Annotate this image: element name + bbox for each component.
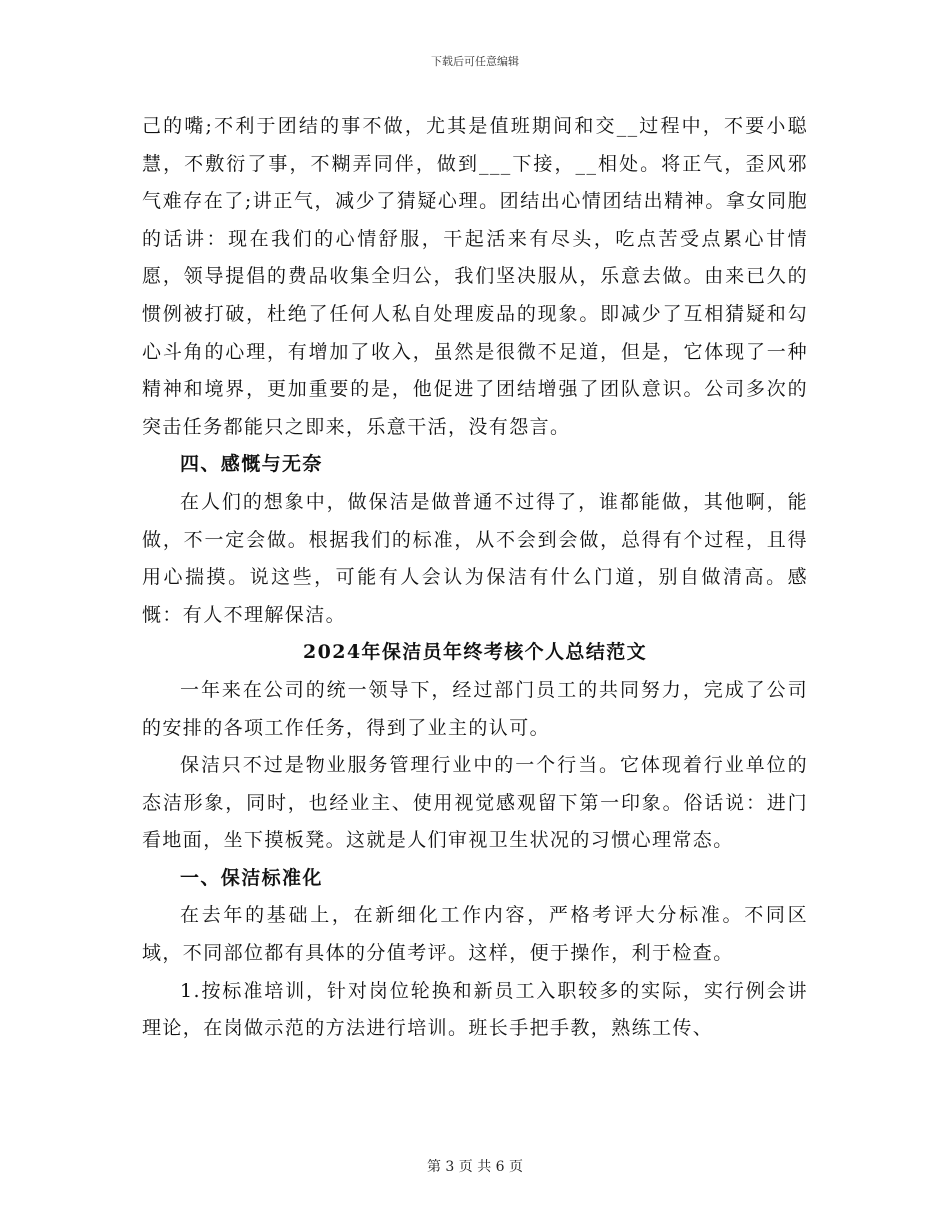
- paragraph-continued: 己的嘴;不利于团结的事不做，尤其是值班期间和交__过程中，不要小聪慧，不敷衍了事，不糊弄同伴，做到___下接，__相处。将正气，歪风邪气难存在了;讲正气，减少了猜疑心理。团结出心情团结出精神。拿女同胞的话讲：现在我们的心情舒服，干起活来有尽头，吃点苦受点累心甘情愿，领导提倡的费品收集全归公，我们坚决服从，乐意去做。由来已久的惯例被打破，杜绝了任何人私自处理废品的现象。即减少了互相猜疑和勾心斗角的心理，有增加了收入，虽然是很微不足道，但是，它体现了一种精神和境界，更加重要的是，他促进了团结增强了团队意识。公司多次的突击任务都能只之即来，乐意干活，没有怨言。: [142, 115, 808, 438]
- paragraph-body: 在人们的想象中，做保洁是做普通不过得了，谁都能做，其他啊，能做，不一定会做。根据我们的标准，从不会到会做，总得有个过程，且得用心揣摸。说这些，可能有人会认为保洁有什么门道，别自做清高。感慨：有人不理解保洁。: [142, 490, 808, 626]
- page-header-note: 下载后可任意编辑: [431, 55, 519, 68]
- paragraph-list-item: 1.按标准培训，针对岗位轮换和新员工入职较多的实际，实行例会讲理论，在岗做示范的方法进行培训。班长手把手教，熟练工传、: [142, 979, 808, 1040]
- document-body: [142, 108, 808, 1048]
- section-heading-1: 一、保洁标准化: [180, 866, 323, 889]
- paragraph-body: 一年来在公司的统一领导下，经过部门员工的共同努力，完成了公司的安排的各项工作任务，得到了业主的认可。: [142, 678, 808, 739]
- document-title: 2024年保洁员年终考核个人总结范文: [302, 641, 648, 664]
- page-number: 第 3 页 共 6 页: [426, 1159, 524, 1175]
- paragraph-body: 保洁只不过是物业服务管理行业中的一个行当。它体现着行业单位的态洁形象，同时，也经业主、使用视觉感观留下第一印象。俗话说：进门看地面，坐下摸板凳。这就是人们审视卫生状况的习惯心理常态。: [142, 754, 808, 852]
- paragraph-body: 在去年的基础上，在新细化工作内容，严格考评大分标准。不同区域，不同部位都有具体的分值考评。这样，便于操作，利于检查。: [142, 904, 808, 965]
- section-heading-4: 四、感慨与无奈: [180, 453, 323, 476]
